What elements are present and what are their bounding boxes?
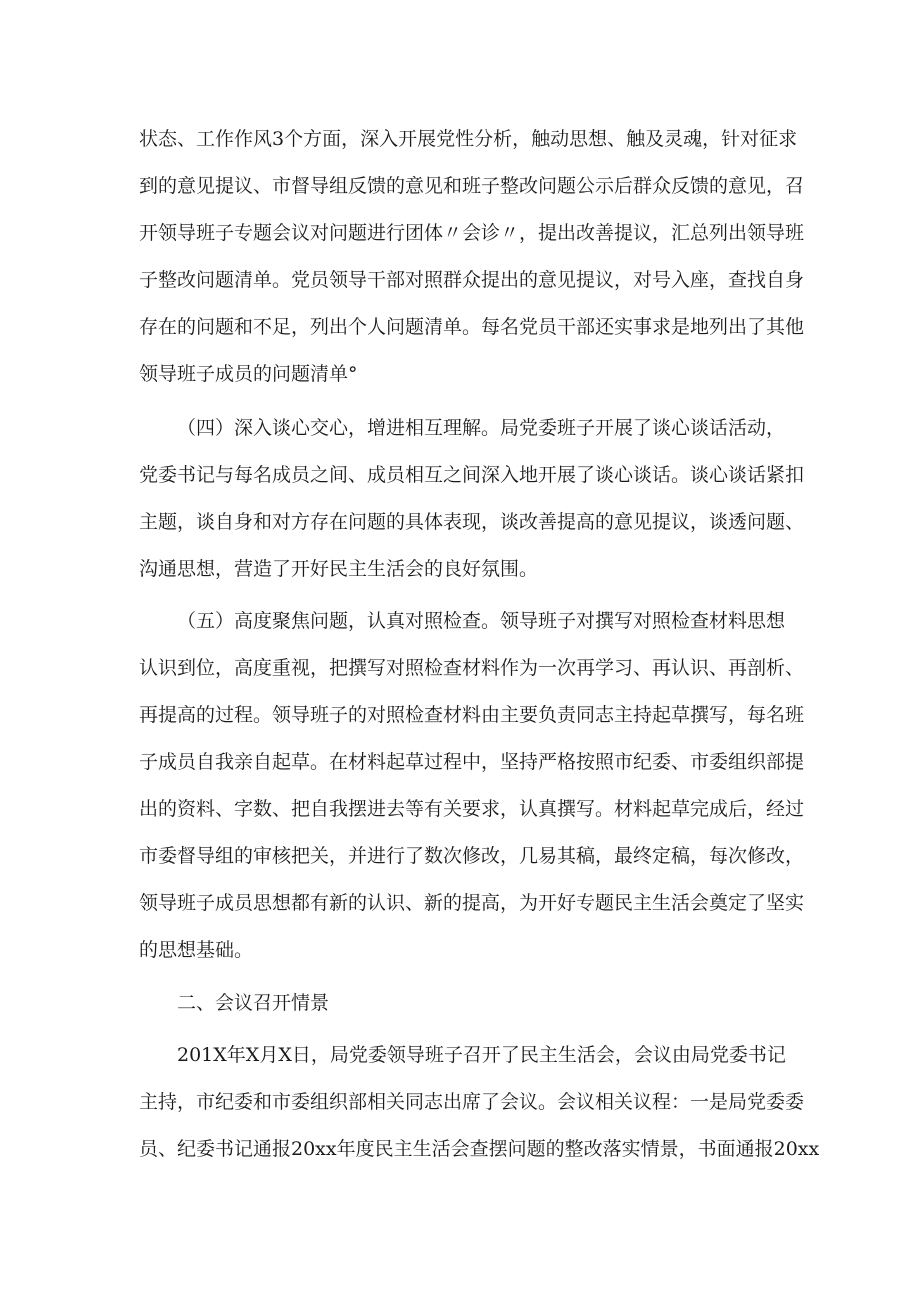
body-text-line: 出的资料、字数、把自我摆进去等有关要求，认真撰写。材料起草完成后，经过 [139,798,805,820]
section-paragraph-start: 201X年X月X日，局党委领导班子召开了民主生活会，会议由局党委书记 [177,1044,786,1066]
body-text-line: 沟通思想，营造了开好民主生活会的良好氛围。 [139,558,539,580]
body-text-line: 党委书记与每名成员之间、成员相互之间深入地开展了谈心谈话。谈心谈话紧扣 [139,464,805,486]
section-paragraph-start: （四）深入谈心交心，增进相互理解。局党委班子开展了谈心谈话活动， [177,417,786,439]
body-text-line: 主题，谈自身和对方存在问题的具体表现，谈改善提高的意见提议，谈透问题、 [139,511,805,533]
body-text-line: 状态、工作作风3个方面，深入开展党性分析，触动思想、触及灵魂，针对征求 [139,128,798,150]
body-text-line: 子成员自我亲自起草。在材料起草过程中，坚持严格按照市纪委、市委组织部提 [139,751,805,773]
body-text-line: 认识到位，高度重视，把撰写对照检查材料作为一次再学习、再认识、再剖析、 [139,657,805,679]
body-text-line: 到的意见提议、市督导组反馈的意见和班子整改问题公示后群众反馈的意见，召 [139,175,805,197]
body-text-line: 再提高的过程。领导班子的对照检查材料由主要负责同志主持起草撰写，每名班 [139,704,805,726]
section-heading: 二、会议召开情景 [177,992,330,1014]
body-text-line: 领导班子成员思想都有新的认识、新的提高，为开好专题民主生活会奠定了坚实 [139,892,805,914]
body-text-line: 主持，市纪委和市委组织部相关同志出席了会议。会议相关议程：一是局党委委 [139,1091,805,1113]
body-text-line: 领导班子成员的问题清单° [139,363,358,385]
body-text-line: 开领导班子专题会议对问题进行团体〃会诊〃，提出改善提议，汇总列出领导班 [139,222,805,244]
body-text-line: 员、纪委书记通报20xx年度民主生活会查摆问题的整改落实情景，书面通报20xx [139,1138,820,1160]
body-text-line: 市委督导组的审核把关，并进行了数次修改，几易其稿，最终定稿，每次修改， [139,845,805,867]
body-text-line: 存在的问题和不足，列出个人问题清单。每名党员干部还实事求是地列出了其他 [139,316,805,338]
body-text-line: 子整改问题清单。党员领导干部对照群众提出的意见提议，对号入座，查找自身 [139,269,805,291]
section-paragraph-start: （五）高度聚焦问题，认真对照检查。领导班子对撰写对照检查材料思想 [177,610,786,632]
body-text-line: 的思想基础。 [139,939,254,961]
